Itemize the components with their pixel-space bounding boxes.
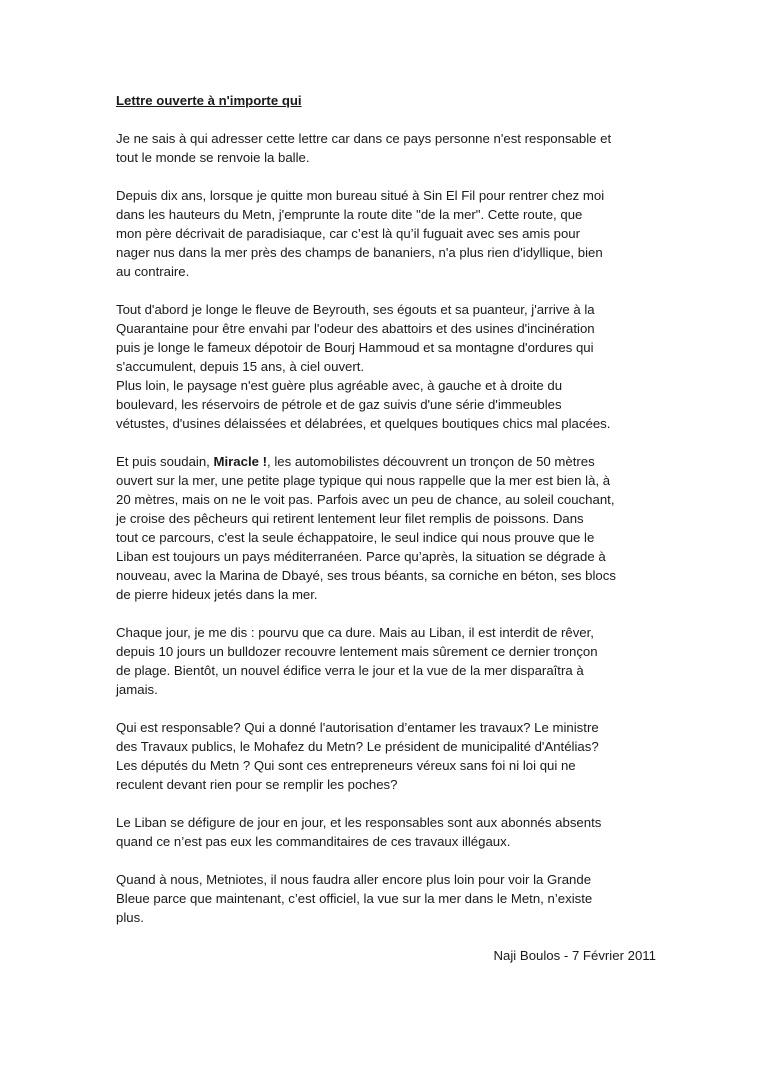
- paragraph-intro: Je ne sais à qui adresser cette lettre car dans ce pays personne n'est responsable et tout le monde se renvoie la balle.: [116, 131, 612, 165]
- paragraph-conclusion: Quand à nous, Metniotes, il nous faudra aller encore plus loin pour voir la Grande Bleue parce que maintenant, c’est officiel, la vue sur la mer dans le Metn, n’existe plus.: [116, 872, 593, 925]
- paragraph-route: Depuis dix ans, lorsque je quitte mon bureau situé à Sin El Fil pour rentrer chez moi dans les hauteurs du Metn, j'emprunte la route dite "de la mer". Cette route, que mon père décrivait de paradisiaque, car c’est là qu’il fuguait avec ses amis pour nager nus dans la mer près des champs de bananiers, n'a plus rien d'idyllique, bien au contraire.: [116, 188, 605, 279]
- paragraph-landscape: Tout d'abord je longe le fleuve de Beyrouth, ses égouts et sa puanteur, j'arrive à la Quarantaine pour être envahi par l'odeur des abattoirs et des usines d'incinération puis je longe le fameux dépotoir de Bourj Hammoud et sa montagne d'ordures qui s'accumulent, depuis 15 ans, à ciel ouvert. Plus loin, le paysage n'est guère plus agréable avec, à gauche et à droite du boulevard, les réservoirs de pétrole et de gaz suivis d'une série d'immeubles vétustes, d'usines délaissées et délabrées, et quelques boutiques chics mal placées.: [116, 302, 611, 431]
- letter-body: [116, 91, 656, 984]
- miracle-emphasis: Miracle !: [213, 454, 268, 469]
- paragraph-disfigured: Le Liban se défigure de jour en jour, et les responsables sont aux abonnés absents quand ce n’est pas eux les commanditaires de ces travaux illégaux.: [116, 815, 602, 849]
- paragraph-bulldozer: Chaque jour, je me dis : pourvu que ca dure. Mais au Liban, il est interdit de rêver, depuis 10 jours un bulldozer recouvre lentement mais sûrement ce dernier tronçon de plage. Bientôt, un nouvel édifice verra le jour et la vue de la mer disparaîtra à jamais.: [116, 625, 598, 697]
- signature: Naji Boulos - 7 Février 2011: [493, 948, 656, 963]
- letter-title: Lettre ouverte à n'importe qui: [116, 93, 302, 108]
- paragraph-miracle-rest: , les automobilistes découvrent un tronçon de 50 mètres ouvert sur la mer, une petite plage typique qui nous rappelle que la mer est bien là, à 20 mètres, mais on ne le voit pas. Parfois avec un peu de chance, au soleil couchant, je croise des pêcheurs qui retirent lentement leur filet remplis de poissons. Dans tout ce parcours, c'est la seule échappatoire, le seul indice qui nous prouve que le Liban est toujours un pays méditerranéen. Parce qu’après, la situation se dégrade à nouveau, avec la Marina de Dbayé, ses trous béants, sa corniche en béton, ses blocs de pierre hideux jetés dans la mer.: [116, 454, 616, 602]
- paragraph-miracle: [116, 452, 656, 604]
- paragraph-miracle-lead: Et puis soudain,: [116, 454, 214, 469]
- paragraph-questions: Qui est responsable? Qui a donné l'autorisation d’entamer les travaux? Le ministre des Travaux publics, le Mohafez du Metn? Le président de municipalité d'Antélias? Les députés du Metn ? Qui sont ces entrepreneurs véreux sans foi ni loi qui ne reculent devant rien pour se remplir les poches?: [116, 720, 599, 792]
